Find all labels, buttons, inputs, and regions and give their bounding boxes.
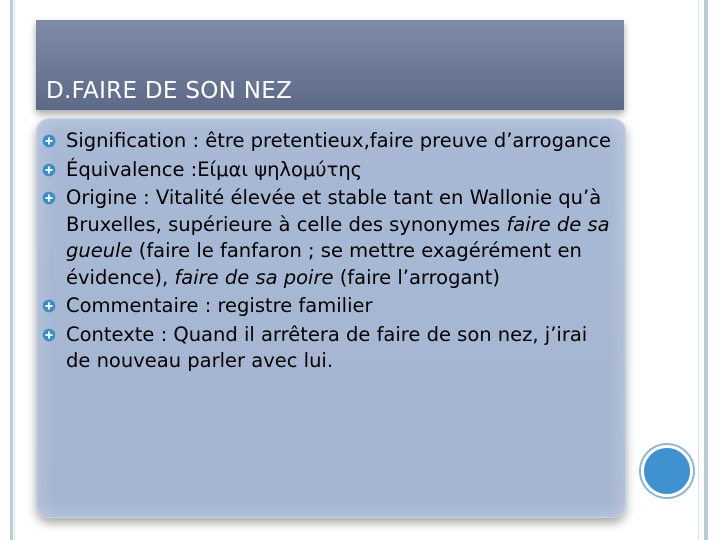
text-segment: Signification : être pretentieux,faire preuve d’arrogance — [66, 129, 611, 152]
text-segment: (faire le fanfaron ; se mettre exagérément en évidence), — [66, 239, 582, 289]
bullet-text — [66, 323, 587, 373]
left-border-stripe — [10, 0, 13, 540]
bullet-icon — [42, 328, 56, 342]
bullet-item-signification — [36, 128, 616, 155]
bullet-icon — [42, 163, 56, 177]
right-border-stripe — [704, 0, 708, 540]
text-segment: Origine : Vitalité élevée et stable tant en Wallonie qu’à Bruxelles, supérieure à celle des synonymes — [66, 186, 602, 236]
text-segment: (faire l’arrogant) — [333, 265, 501, 289]
bullet-text — [66, 186, 610, 289]
left-border-thin-stripe — [14, 0, 15, 540]
slide-title: D.FAIRE DE SON NEZ — [46, 78, 293, 104]
bullet-icon — [42, 134, 56, 148]
italic-phrase: faire de sa gueule — [66, 212, 610, 262]
bullet-icon — [42, 191, 56, 205]
bullet-text — [66, 158, 362, 181]
text-segment: Commentaire : registre familier — [66, 294, 373, 317]
bullet-text — [66, 129, 611, 152]
italic-phrase: faire de sa poire — [174, 265, 334, 289]
bullet-item-equivalence — [36, 157, 616, 184]
bullet-item-origine — [36, 185, 616, 291]
decorative-circle — [641, 445, 693, 497]
title-bar — [36, 20, 624, 110]
text-segment: Équivalence :Είμαι ψηλομύτης — [66, 157, 363, 181]
bullet-icon — [42, 299, 56, 313]
right-border-thin-stripe — [698, 0, 699, 540]
bullet-item-contexte — [36, 322, 616, 375]
text-segment: Contexte : Quand il arrêtera de faire de son nez, j’irai de nouveau parler avec lui. — [66, 322, 588, 372]
bullet-text — [66, 294, 373, 317]
bullet-list — [36, 128, 616, 375]
bullet-item-commentaire — [36, 293, 616, 320]
